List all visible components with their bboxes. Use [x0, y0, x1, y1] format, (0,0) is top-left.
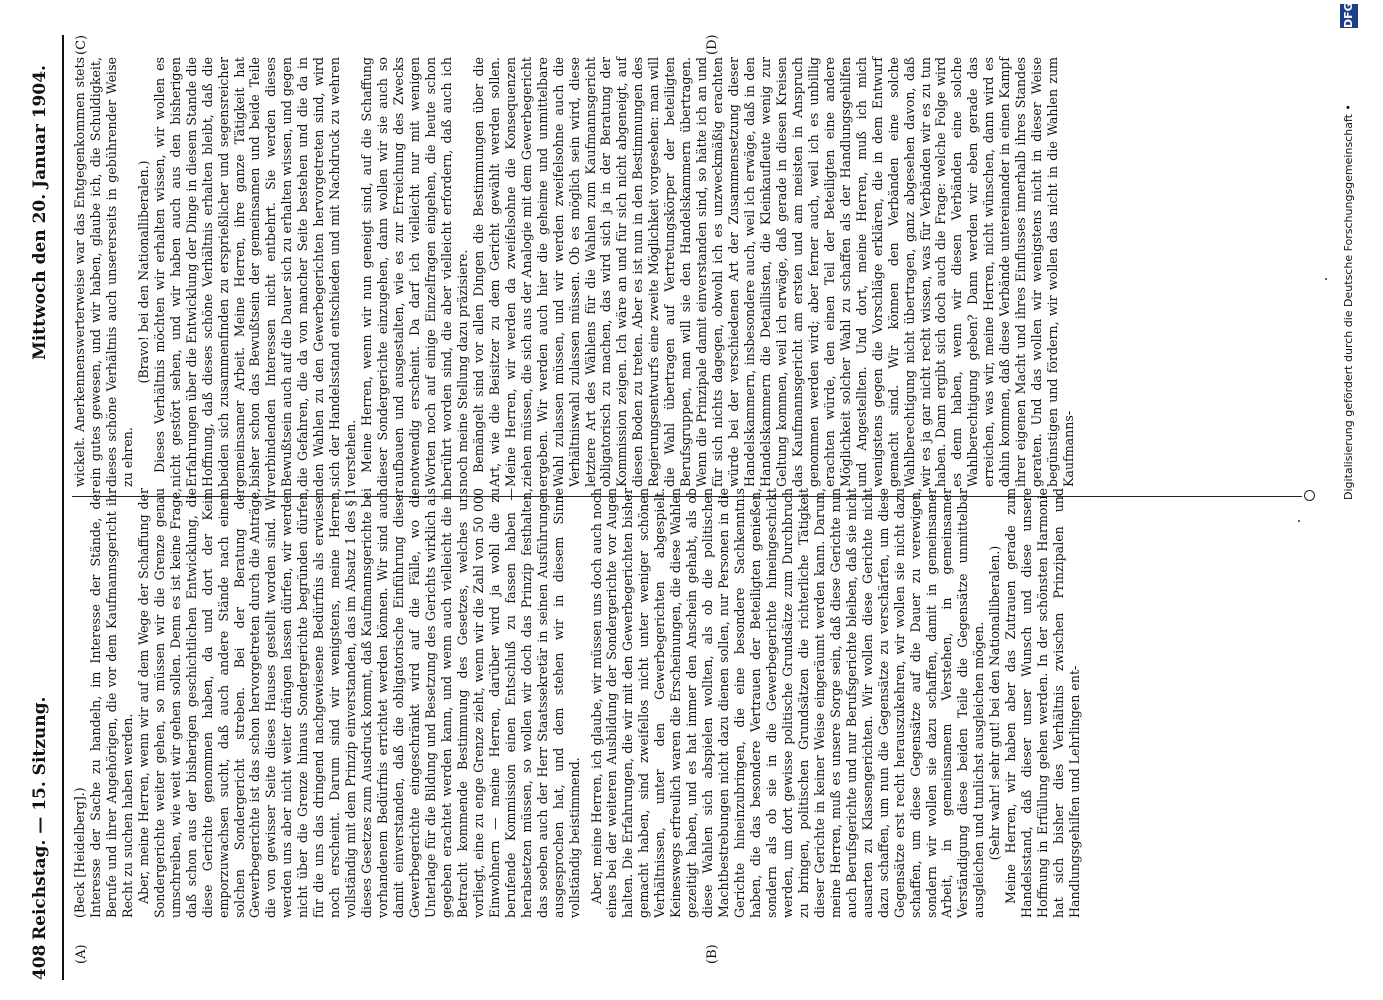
text-column-left: [72, 488, 1083, 918]
dfg-logo: DFG: [1340, 4, 1358, 28]
page-number: 408: [30, 944, 50, 980]
scan-speck: [1325, 278, 1327, 280]
text-column-right: [72, 57, 1077, 487]
interjection: (Bravo! bei den Nationalliberalen.): [135, 160, 151, 384]
margin-mark-b: (B): [705, 944, 720, 964]
scan-speck: [1298, 520, 1300, 522]
page-header-title: Reichstag. — 15. Sitzung.: [30, 696, 50, 940]
paragraph: Meine Herren, wir haben aber das Zutrauen gerade zum Handelsstand, daß dieser unser Wunsch und diese unsere Hoffnung in Erfüllung gehen werden. In der schönsten Harmonie hat sich bisher dies Verhältnis zwischen Prinzipalen und Handlungsgehilfen und Lehrlingen ent-: [1003, 488, 1083, 918]
column-divider: [72, 496, 1302, 497]
digitization-footer: [1338, 0, 1378, 1000]
paragraph: Interesse der Sache zu handeln, im Interesse der Stände, der Berufe und ihrer Angehörigen, die vor dem Kaufmannsgericht ihr Recht zu suchen haben werden.: [87, 488, 135, 918]
paragraph: Aber, meine Herren, ich glaube, wir müssen uns doch auch noch eines bei der weiteren Ausbildung der Sondergerichte vor Augen halten. Die Erfahrungen, die wir mit den Gewerbegerichten bisher gemacht haben, sind zweifellos nicht unter weniger schönen Verhältnissen, unter den Gewerbegerichten abgespielt. Keineswegs erfreulich waren die Erscheinungen, die diese Wahlen gezeitigt haben, und es hat immer den Anschein gehabt, als ob diese Wahlen sich abspielen wollten, als ob die politischen Machtbestrebungen nicht dazu dienen sollen, nur Personen in die Gerichte hineinzubringen, die eine besondere Sachkenntnis haben, die das besondere Vertrauen der Beteiligten genießen, sondern als ob sie in die Gewerbegerichte hineingeschickt werden, um dort gewisse politische Grundsätze zum Durchbruch zu bringen, politischen Grundsätzen die richterliche Tätigkeit dieser Gerichte in keiner Weise eingeräumt werden kann. Darum, meine Herren, muß es unsere Sorge sein, daß diese Gerichte nun auch Berufsgerichte und nur Berufsgerichte bleiben, daß sie nicht ausarten zu Klassengerichten. Wir wollen diese Gerichte nicht dazu schaffen, um nun die Gegensätze zu verschärfen, um diese Gegensätze erst recht herauszukehren, wir wollen sie nicht dazu schaffen, um diese Gegensätze auf die Dauer zu verewigen, sondern wir wollen sie dazu schaffen, damit in gemeinsamer Arbeit, in gemeinsamem Verstehen, in gemeinsamer Verständigung diese beiden Teile die Gegensätze unmittelbar ausgleichen und tunlichst ausgleichen mögen.: [588, 488, 987, 918]
interjection: (Sehr wahr! sehr gut! bei den Nationalliberalen.): [987, 545, 1003, 861]
paragraph: Dieses Verhältnis möchten wir erhalten wissen, wir wollen es nicht gestört sehen, und wir haben auch aus den bisherigen Erfahrungen über die Entwicklung der Dinge in diesem Stande die Hoffnung, daß dieses schöne Verhältnis erhalten bleibt, daß die beiden sich zusammenfinden zu ersprießlicher und segensreicher gemeinsamer Arbeit. Meine Herren, ihre ganze Tätigkeit hat bisher schon das Bewußtsein der gemeinsamen und beide Teile verbindenden Interessen nicht entbehrt. Sie werden dieses Bewußtsein auch auf die Dauer sich zu erhalten wissen, und gegen die Gefahren, die da von mancher Seite bestehen und die da in den Wahlen zu den Gewerbegerichten hervorgetreten sind, wird sich der Handelsstand entschieden und mit Nachdruck zu wehren verstehen.: [151, 57, 359, 487]
header-rule: [62, 35, 64, 980]
paragraph: Aber, meine Herren, wenn wir auf dem Wege der Schaffung der Sondergerichte weiter gehen, so müssen wir die Grenze genau umschreiben, wie weit wir gehen sollen. Denn es ist keine Frage, daß schon aus der bisherigen geschichtlichen Entwicklung, die diese Gerichte genommen haben, da und dort der Keim emporzuwachsen sucht, daß auch andere Stände nach einem solchen Sondergericht streben. Bei der Beratung der Gewerbegerichte ist das schon hervorgetreten durch die Anträge, die von gewisser Seite dieses Hauses gestellt worden sind. Wir werden uns aber nicht weiter drängen lassen dürfen, wir werden nicht über die Grenze hinaus Sondergerichte begründen dürfen, für die uns das dringend nachgewiesene Bedürfnis als erwiesen noch erscheint. Darum sind wir wenigstens, meine Herren, vollständig mit dem Prinzip einverstanden, das im Absatz 1 des § 1 dieses Gesetzes zum Ausdruck kommt, daß Kaufmannsgerichte bei vorhandenem Bedürfnis errichtet werden können. Wir sind auch damit einverstanden, daß die obligatorische Einführung dieser Gewerbegerichte eingeschränkt wird auf die Fälle, wo die Unterlage für die Bildung und Besetzung des Gerichts wirklich als gegeben erachtet werden kann, und wenn auch vielleicht die in Betracht kommende Bestimmung des Gesetzes, welches uns vorliegt, eine zu enge Grenze zieht, wenn wir die Zahl von 50 000 Einwohnern — meine Herren, darüber wird ja wohl die zu berufende Kommission einen Entschluß zu fassen haben — herabsetzen müssen, so wollen wir doch das Prinzip festhalten, das soeben auch der Herr Staatssekretär in seinen Ausführungen ausgesprochen hat, und dem stehen wir in diesem Sinne vollständig beistimmend.: [135, 488, 582, 918]
paragraph: Bemängelt sind vor allen Dingen die Bestimmungen über die Art, wie die Beisitzer zu dem Gericht gewählt werden sollen. Meine Herren, wir werden da zweifelsohne die Konsequenzen ziehen müssen, die sich aus der Analogie mit dem Gewerbegericht ergeben. Wir werden auch hier die geheime und unmittelbare Wahl zulassen müssen, und wir werden zweifelsohne auch die Verhältniswahl zulassen müssen. Ob es möglich sein wird, diese letztere Art des Wählens für die Wahlen zum Kaufmannsgericht obligatorisch zu machen, das wird sich ja in der Beratung der Kommission zeigen. Ich wäre an und für sich nicht abgeneigt, auf diesen Boden zu treten. Aber es ist nun in den Bestimmungen des Regierungsentwurfs eine zweite Möglichkeit vorgesehen: man will die Wahl übertragen auf Vertretungskörper der beteiligten Berufsgruppen, man will sie den Handelskammern übertragen. Wenn die Prinzipale damit einverstanden sind, so hätte ich an und für sich nichts dagegen, obwohl ich es unzweckmäßig erachten würde bei der verschiedenen Art der Zusammensetzung dieser Handelskammern, insbesondere auch, weil ich erwäge, daß in den Handelskammern die Detaillisten, die Kleinkaufleute wenig zur Geltung kommen, weil ich erwäge, daß gerade in diesen Kreisen das Kaufmannsgericht am ersten und am meisten in Anspruch genommen werden wird; aber ferner auch, weil ich es unbillig erachten würde, den einen Teil der Beteiligten eine andere Möglichkeit solcher Wahl zu schaffen als der Handlungsgehilfen und Angestellten. Und dort, meine Herren, muß ich mich wenigstens gegen die Vorschläge erklären, die in dem Entwurf gemacht sind. Wir können den Verbänden eine solche Wahlberechtigung nicht übertragen, ganz abgesehen davon, daß wir es ja gar nicht recht wissen, was für Verbänden wir es zu tun haben. Dann ergibt sich doch auch die Frage: welche Folge wird es denn haben, wenn wir diesen Verbänden eine solche Wahlberechtigung geben? Dann werden wir eben gerade das erreichen, was wir, meine Herren, nicht wünschen, dann wird es dahin kommen, daß diese Verbände untereinander in einen Kampf ihrer eigenen Macht und ihres Einflusses innerhalb ihres Standes geraten. Und das wollen wir wenigstens nicht in dieser Weise begünstigen und fördern, wir wollen das nicht in die Wahlen zum Kaufmanns-: [470, 57, 1077, 487]
digitization-note: Digitalisierung gefördert durch die Deutsche Forschungsgemeinschaft •: [1342, 104, 1355, 500]
margin-mark-c: (C): [74, 34, 89, 55]
margin-mark-d: (D): [705, 34, 720, 55]
page-header-date: Mittwoch den 20. Januar 1904.: [30, 65, 50, 360]
speaker-label: (Beck [Heidelberg].): [72, 787, 87, 918]
paragraph: Meine Herren, wenn wir nun geneigt sind, auf die Schaffung dieser Sondergerichte einzugehen, dann wollen wir sie auch so aufbauen und ausgestalten, wie es zur Erreichung des Zwecks notwendig erscheint. Da darf ich vielleicht nur mit wenigen Worten noch auf einige Einzelfragen eingehen, die heute schon berührt worden sind, die aber vielleicht erfordern, daß auch ich noch meine Stellung dazu präzisiere.: [359, 57, 470, 487]
column-end-mark: [1304, 490, 1315, 501]
margin-mark-a: (A): [74, 944, 89, 964]
paragraph: wickelt. Anerkennenswerterweise war das Entgegenkommen stets ein gutes gewesen, und wir haben, glaube ich, die Schuldigkeit, dieses schöne Verhältnis auch unsererseits in gebührender Weise zu ehren.: [72, 57, 135, 487]
